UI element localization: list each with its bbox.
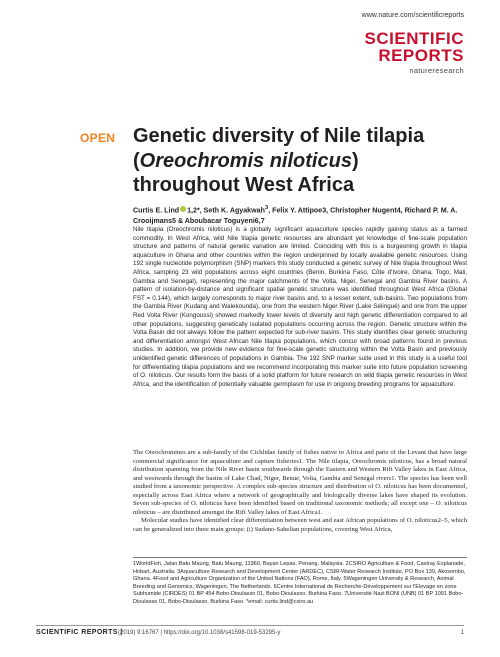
author-first[interactable]: Curtis E. Lind (133, 206, 180, 215)
author-list (133, 203, 468, 226)
abstract: Nile tilapia (Oreochromis niloticus) is a globally significant aquaculture species rapidly gaining status as a farmed commodity. In West Africa, wild Nile tilapia genetic resources are abundant yet knowledge of fine-scale population structure and patterns of natural genetic variation are limited. Coinciding with this is a burgeoning growth in tilapia aquaculture in Ghana and other countries within the region underpinned by locally available genetic resources. Using 192 single nucleotide polymorphism (SNP) markers this study conducted a genetic survey of Nile tilapia throughout West Africa, sampling 23 wild populations across eight countries (Benin, Burkina Faso, Côte d'Ivoire, Ghana, Togo, Mali, Gambia and Senegal), representing the major catchments of the Volta, Niger, Senegal and Gambia River basins. A pattern of isolation-by-distance and significant spatial genetic structure was identified throughout West Africa (Global FST = 0.144), which largely corresponds to major river basins and, to a lesser extent, sub-basins. Two populations from the Gambia River (Kudang and Walekounda), one from the western Niger River (Lake Sélingué) and one from the upper Red Volta River (Kongoussi) showed markedly lower levels of diversity and high genetic differentiation compared to all other populations, suggesting genetically isolated populations occurring across the region. Genetic structure within the Volta Basin did not always follow the pattern expected for sub-river basins. This study identifies clear genetic structuring and differentiation amongst West African Nile tilapia populations, which concur with broad patterns found in previous studies. In addition, we provide new evidence for fine-scale genetic structuring within the Volta Basin and previously unidentified genetic differences of populations in Gambia. The 192 SNP marker suite used in this study is a useful tool for differentiating tilapia populations and we recommend incorporating this marker suite into future population screening of O. niloticus. Our results form the basis of a solid platform for future research on wild tilapia genetic resources in West Africa, and the identification of potentially valuable germplasm for use in ongoing breeding programs for aquaculture. (133, 226, 467, 388)
logo-line1: SCIENTIFIC (364, 29, 464, 48)
footer-journal: SCIENTIFIC REPORTS | (36, 629, 123, 636)
journal-url[interactable]: www.nature.com/scientificreports (361, 12, 464, 19)
author-second[interactable]: 1,2*, Seth K. Agyakwah (187, 206, 265, 215)
title-part2: ) throughout West Africa (133, 149, 359, 196)
logo-subtitle: natureresearch (409, 66, 464, 75)
author-rest[interactable]: , Felix Y. Attipoe3, Christopher Nugent4, Richard P. M. A. Crooijmans5 & Aboubacar Toguyeni6,7 (133, 206, 458, 225)
author-sup: 3 (264, 205, 269, 211)
logo-line2: REPORTS (378, 46, 464, 65)
journal-logo (304, 30, 464, 75)
affiliation-divider (133, 557, 467, 558)
main-text (133, 449, 467, 534)
title-part1: Genetic diversity of Nile tilapia ( (133, 125, 425, 172)
affiliations: 1WorldFish, Jalan Batu Maung, Batu Maung, 11960, Bayan Lepas, Penang, Malaysia. 2CSIRO Agriculture & Food, Castray Esplanade, Hobart, Australia. 3Aquaculture Research and Development Center (ARDEC), CSIR-Water Research Institute, PO Box 139, Akosombo, Ghana. 4Food and Agriculture Organization of the United Nations (FAO), Rome, Italy. 5Wageningen University & Research, Animal Breeding and Genomics, Wageningen, The Netherlands. 6Centre International de Recherche-Développement sur l'Elevage en zone Subhumide (CIRDES) 01 BP 454 Bobo-Dioulasso 01, Bobo-Dioulasso, Burkina Faso. 7Université Nazi BONI (UNB) 01 BP 1091 Bobo-Dioulasso 01, Bobo-Dioulasso, Burkina Faso. *email: curtis.lind@csiro.au (133, 561, 466, 605)
body-paragraph-1: The Oreochromines are a sub-family of the Cichlidae family of fishes native to Africa and parts of the Levant that have large commercial significance for aquaculture and capture fisheries1. The Nile tilapia, Oreochromis niloticus, has a broad natural distribution spanning from the Nile River basin southwards through the Eastern and Western Rift Valley lakes in East Africa, and westwards through the basins of Lake Chad, Niger, Benue, Volta, Gambia and Senegal rivers1. The species has been well studied from a taxonomic perspective. A complex sub-species structure and distribution of O. niloticus has been documented, especially across East Africa where a network of geographically and biologically diverse lakes have shaped its evolution. Seven sub-species of O. niloticus have been identified based on traditional taxonomic methods; all except one – O. niloticus niloticus – are distributed amongst the Rift Valley lakes of East Africa1. (133, 449, 467, 516)
page-number: 1 (460, 630, 464, 636)
open-access-label: OPEN (80, 131, 116, 145)
article-title (133, 124, 463, 198)
orcid-icon[interactable] (180, 206, 186, 212)
footer-citation[interactable]: (2019) 9:16767 | https://doi.org/10.1038/s41598-019-53295-y (118, 630, 281, 636)
body-paragraph-2: Molecular studies have identified clear differentiation between west and east African populations of O. niloticus2–5, which can be generalized into three main groups: (i) Sudano-Sahelian populations, covering West Africa, (133, 517, 467, 533)
title-species: Oreochromis niloticus (139, 149, 352, 172)
footer-divider (36, 625, 464, 626)
